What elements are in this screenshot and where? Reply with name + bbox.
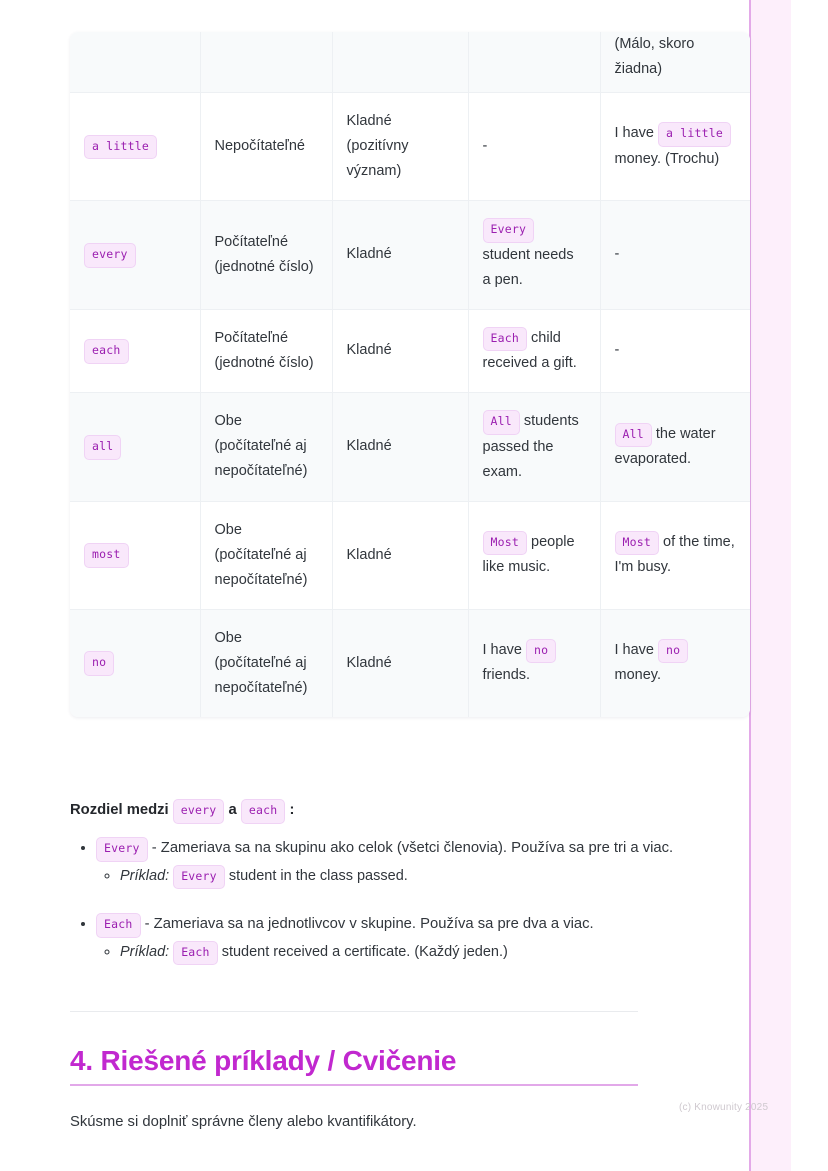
section-divider [70, 1011, 638, 1012]
cell-quantifier [70, 309, 200, 393]
table-row [70, 201, 750, 310]
cell-quantifier [70, 32, 200, 93]
cell-polarity: Kladné [332, 201, 468, 310]
example-item: ◦ Príklad: Each student received a certificate. (Každý jeden.) [120, 940, 696, 966]
cell-polarity [332, 32, 468, 93]
cell-example-uncountable: - [600, 309, 750, 393]
list-item-text: Each - Zameriava sa na jednotlivcov v skupine. Používa sa pre dva a viac. [96, 916, 594, 932]
cell-quantifier [70, 201, 200, 310]
cell-example-uncountable: - [600, 201, 750, 310]
cell-countability: Obe (počítateľné aj nepočítateľné) [200, 501, 332, 609]
table-row [70, 93, 750, 201]
cell-example-uncountable: (Málo, skoro žiadna) [600, 32, 750, 93]
cell-example-uncountable-chip: All [615, 423, 652, 448]
cell-countability: Obe (počítateľné aj nepočítateľné) [200, 393, 332, 502]
difference-title: Rozdiel medzi every a each : [70, 798, 670, 824]
section-lead-text: Skúsme si doplniť správne členy alebo kvantifikátory. [70, 1114, 417, 1130]
cell-example-countable-chip: Most [483, 531, 528, 556]
cell-quantifier [70, 609, 200, 717]
page-title: 4. Riešené príklady / Cvičenie [70, 1045, 457, 1076]
cell-example-countable: Each child received a gift. [468, 309, 600, 393]
list-item-text: Every - Zameriava sa na skupinu ako celok (všetci členovia). Používa sa pre tri a viac. [96, 840, 673, 856]
quantifier-chip: every [84, 243, 136, 268]
quantifier-table-body [70, 32, 750, 717]
cell-example-countable-chip: Every [483, 218, 535, 243]
cell-example-uncountable: All the water evaporated. [600, 393, 750, 502]
cell-example-countable: Every student needs a pen. [468, 201, 600, 310]
table-row [70, 609, 750, 717]
cell-example-countable: - [468, 93, 600, 201]
cell-polarity: Kladné [332, 501, 468, 609]
table-row [70, 393, 750, 502]
cell-example-uncountable-chip: a little [658, 122, 731, 147]
cell-example-countable-chip: Each [483, 327, 528, 352]
example-chip: Every [173, 865, 225, 890]
quantifier-chip: all [84, 435, 121, 460]
quantifier-chip: no [84, 651, 114, 676]
cell-quantifier [70, 93, 200, 201]
example-label: Príklad: [120, 943, 174, 960]
heading-underline [70, 1084, 638, 1086]
cell-example-uncountable-chip: Most [615, 531, 660, 556]
difference-title-chip: every [173, 799, 225, 824]
cell-countability: Obe (počítateľné aj nepočítateľné) [200, 609, 332, 717]
example-label: Príklad: [120, 867, 174, 884]
cell-example-uncountable: I have no money. [600, 609, 750, 717]
cell-example-uncountable: I have a little money. (Trochu) [600, 93, 750, 201]
cell-quantifier [70, 393, 200, 502]
list-item [96, 836, 696, 889]
difference-title-chip: each [241, 799, 286, 824]
example-chip: Each [173, 941, 218, 966]
quantifier-chip: most [84, 543, 129, 568]
difference-list [70, 836, 696, 965]
cell-example-countable: Most people like music. [468, 501, 600, 609]
cell-example-countable [468, 32, 600, 93]
table-row [70, 32, 750, 93]
cell-example-countable-chip: no [526, 639, 556, 664]
example-sublist [96, 940, 696, 966]
example-item: ◦ Príklad: Every student in the class passed. [120, 864, 696, 890]
cell-example-uncountable-chip: no [658, 639, 688, 664]
cell-countability: Počítateľné (jednotné číslo) [200, 201, 332, 310]
list-item [96, 912, 696, 965]
quantifier-chip: each [84, 339, 129, 364]
cell-polarity: Kladné (pozitívny význam) [332, 93, 468, 201]
table-row [70, 501, 750, 609]
list-item-chip: Each [96, 913, 141, 938]
cell-polarity: Kladné [332, 609, 468, 717]
cell-countability [200, 32, 332, 93]
quantifier-table [70, 32, 750, 717]
cell-example-countable-chip: All [483, 410, 520, 435]
cell-example-uncountable: Most of the time, I'm busy. [600, 501, 750, 609]
cell-example-countable: All students passed the exam. [468, 393, 600, 502]
list-item-chip: Every [96, 837, 148, 862]
quantifier-chip: a little [84, 135, 157, 160]
cell-countability: Nepočítateľné [200, 93, 332, 201]
table-row [70, 309, 750, 393]
cell-countability: Počítateľné (jednotné číslo) [200, 309, 332, 393]
cell-polarity: Kladné [332, 393, 468, 502]
cell-polarity: Kladné [332, 309, 468, 393]
cell-quantifier [70, 501, 200, 609]
example-sublist [96, 864, 696, 890]
watermark: (c) Knowunity 2025 [679, 1102, 769, 1113]
quantifier-table-container [70, 32, 750, 717]
cell-example-countable: I have no friends. [468, 609, 600, 717]
